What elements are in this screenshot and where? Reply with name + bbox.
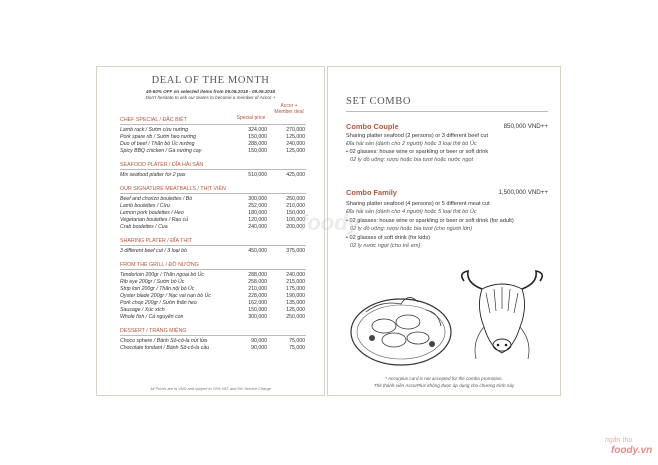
- menu-item: [120, 224, 306, 231]
- menu-item: [120, 314, 306, 321]
- seafood-platter-illustration: [346, 282, 456, 372]
- special-price: 288,000: [248, 141, 267, 147]
- watermark-logo: foody.vn: [611, 445, 653, 456]
- special-price: 120,000: [248, 217, 267, 223]
- item-name: Strip loin 200gr / Thăn nội bò Úc: [120, 286, 195, 292]
- special-price: 240,000: [248, 224, 267, 230]
- menu-item: [120, 345, 306, 352]
- special-price: 300,000: [248, 196, 267, 202]
- item-name: Duo of beef / Thăn bò Úc nướng: [120, 141, 195, 147]
- item-name: Crab boulettes / Cua: [120, 224, 168, 230]
- member-price: 125,000: [286, 134, 305, 140]
- item-name: Oyster blade 200gr / Nạc vai nạn bò Úc: [120, 293, 211, 299]
- section-title: SEAFOOD PLATER / ĐĨA HẢI SẢN: [120, 162, 204, 168]
- family-line3: • 02 glasses of soft drink (for kids): [346, 235, 431, 241]
- combo-couple-name: Combo Couple: [346, 122, 399, 131]
- special-price: 510,000: [248, 172, 267, 178]
- combo-family-price: 1,500,000 VND++: [498, 189, 548, 196]
- item-name: Whole fish / Cá nguyên con: [120, 314, 184, 320]
- special-price: 450,000: [248, 248, 267, 254]
- member-price: 75,000: [289, 338, 305, 344]
- menu-item: [120, 127, 306, 134]
- col-special-header: Special price: [236, 115, 266, 121]
- item-name: Spicy BBQ chicken / Gà nướng cay: [120, 148, 202, 154]
- section-title: DESSERT / TRÁNG MIỆNG: [120, 328, 187, 334]
- special-price: 150,000: [248, 307, 267, 313]
- member-price: 75,000: [289, 345, 305, 351]
- special-price: 210,000: [248, 286, 267, 292]
- item-name: Beef and chorizo boulettes / Bò: [120, 196, 193, 202]
- watermark-top: ngân thu: [605, 437, 633, 444]
- menu-item: [120, 148, 306, 155]
- set-combo-page: [327, 66, 561, 396]
- family-line2: • 02 glasses: house wine or sparkling or beer or soft drink (for adult): [346, 218, 514, 224]
- special-price: 300,000: [248, 314, 267, 320]
- menu-item: [120, 300, 306, 307]
- combo-couple-price: 850,000 VND++: [503, 123, 548, 130]
- member-price: 270,000: [286, 127, 305, 133]
- special-price: 90,000: [251, 338, 267, 344]
- menu-item: [120, 293, 306, 300]
- item-name: Lamb rack / Sườn cừu nướng: [120, 127, 189, 133]
- member-price: 125,000: [286, 307, 305, 313]
- special-price: 252,000: [248, 203, 267, 209]
- special-price: 90,000: [251, 345, 267, 351]
- family-line1: Sharing platter seafood (4 persons) or 5 different meat cut: [346, 201, 490, 207]
- price-footer: All Prices are in VND and subject to 10% VAT and 5% Service Charge: [150, 386, 271, 391]
- member-price: 240,000: [286, 141, 305, 147]
- combo-family-name: Combo Family: [346, 188, 397, 197]
- special-price: 288,000: [248, 272, 267, 278]
- page-title: DEAL OF THE MONTH: [151, 75, 270, 86]
- item-name: Tenderloin 200gr / Thăn ngoại bò Úc: [120, 272, 205, 278]
- member-price: 190,000: [286, 293, 305, 299]
- item-name: Chocolate fondant / Bánh Sô-cô-la cầu: [120, 345, 210, 351]
- menu-item: [120, 134, 306, 141]
- item-name: Choco sphere / Bánh Sô-cô-la nửi lửa: [120, 338, 208, 344]
- member-price: 425,000: [286, 172, 305, 178]
- section-divider: [120, 269, 306, 270]
- member-price: 175,000: [286, 286, 305, 292]
- section-title: OUR SIGNATURE MEATBALLS / THỊT VIÊN: [120, 186, 226, 192]
- section-title: CHEF SPECIAL / ĐẶC BIỆT: [120, 117, 187, 123]
- member-price: 215,000: [286, 279, 305, 285]
- couple-line2: • 02 glasses: house wine or sparkling or beer or soft drink: [346, 149, 489, 155]
- member-price: 135,000: [286, 300, 305, 306]
- member-price: 200,000: [286, 224, 305, 230]
- menu-item: [120, 217, 306, 224]
- section-title: FROM THE GRILL / ĐỒ NƯỚNG: [120, 262, 199, 268]
- item-name: Pork spare rib / Sườn heo nướng: [120, 134, 196, 140]
- special-price: 162,000: [248, 300, 267, 306]
- section-title: SHARING PLATER / ĐĨA THỊT: [120, 238, 192, 244]
- member-price: 100,000: [286, 217, 305, 223]
- item-name: Vegetarian boulettes / Rau củ: [120, 217, 189, 223]
- menu-item: [120, 172, 306, 179]
- menu-item: [120, 272, 306, 279]
- member-price: 240,000: [286, 272, 305, 278]
- combo-note-vn: Thẻ thành viên AccorPlus không được áp dụng cho chương trình này: [373, 383, 515, 388]
- member-price: 250,000: [286, 196, 305, 202]
- menu-item: [120, 196, 306, 203]
- family-line3-vn: 02 ly nước ngọt (cho trẻ em): [350, 243, 421, 249]
- item-name: 3 different beef cut / 3 loại bò: [120, 248, 187, 254]
- member-price: 125,000: [286, 148, 305, 154]
- combo-note: * Accorplus card is not accepted for the combo promotion.: [385, 376, 503, 381]
- combo-title: SET COMBO: [346, 96, 412, 107]
- item-name: Lamb boulettes / Cừu: [120, 203, 170, 209]
- menu-item: [120, 141, 306, 148]
- special-price: 258,000: [248, 279, 267, 285]
- menu-item: [120, 279, 306, 286]
- member-price: 250,000: [286, 314, 305, 320]
- title-divider: [346, 111, 548, 112]
- member-price: 210,000: [286, 203, 305, 209]
- couple-line2-vn: 02 ly đồ uống: rượu hoặc bia tươi hoặc nước ngọt: [350, 157, 474, 163]
- section-divider: [120, 245, 306, 246]
- menu-item: [120, 307, 306, 314]
- watermark-center: foody: [300, 210, 360, 235]
- section-divider: [120, 193, 306, 194]
- special-price: 150,000: [248, 134, 267, 140]
- menu-item: [120, 203, 306, 210]
- item-name: Rib eye 200gr / Sườn bò Úc: [120, 279, 185, 285]
- special-price: 150,000: [248, 148, 267, 154]
- section-divider: [120, 169, 306, 170]
- offer-line: 40-50% OFF on selected items from 09.08.2018 - 09.09.2018: [146, 89, 275, 94]
- item-name: Sausage / Xúc xích: [120, 307, 165, 313]
- deal-of-the-month-page: [96, 66, 325, 396]
- menu-item: [120, 248, 306, 255]
- special-price: 180,000: [248, 210, 267, 216]
- menu-item: [120, 210, 306, 217]
- family-line2-vn: 02 ly đồ uống: rượu hoặc bia tươi (cho người lớn): [350, 226, 473, 232]
- item-name: Lemon pork boulettes / Heo: [120, 210, 184, 216]
- family-line1-vn: Đĩa hải sản (dành cho 4 người) hoặc 5 loại thịt bò Úc: [346, 209, 477, 215]
- special-price: 228,000: [248, 293, 267, 299]
- item-name: Pork chop 200gr / Sườn thăn heo: [120, 300, 197, 306]
- couple-line1: Sharing platter seafood (2 persons) or 3 different beef cut: [346, 133, 489, 139]
- menu-item: [120, 338, 306, 345]
- menu-item: [120, 286, 306, 293]
- section-divider: [120, 335, 306, 336]
- member-price: 375,000: [286, 248, 305, 254]
- special-price: 324,000: [248, 127, 267, 133]
- highland-cow-illustration: [458, 267, 546, 363]
- member-line: Don't hesitate to ask our teams to become a member of Accor +: [145, 95, 276, 100]
- couple-line1-vn: Đĩa hải sản (dành cho 2 người) hoặc 3 loại thịt bò Úc: [346, 141, 477, 147]
- item-name: Mix seafood platter for 2 pax: [120, 172, 186, 178]
- section-divider: [120, 124, 306, 125]
- col-member-header: Accor + Member deal: [274, 103, 304, 115]
- member-price: 150,000: [286, 210, 305, 216]
